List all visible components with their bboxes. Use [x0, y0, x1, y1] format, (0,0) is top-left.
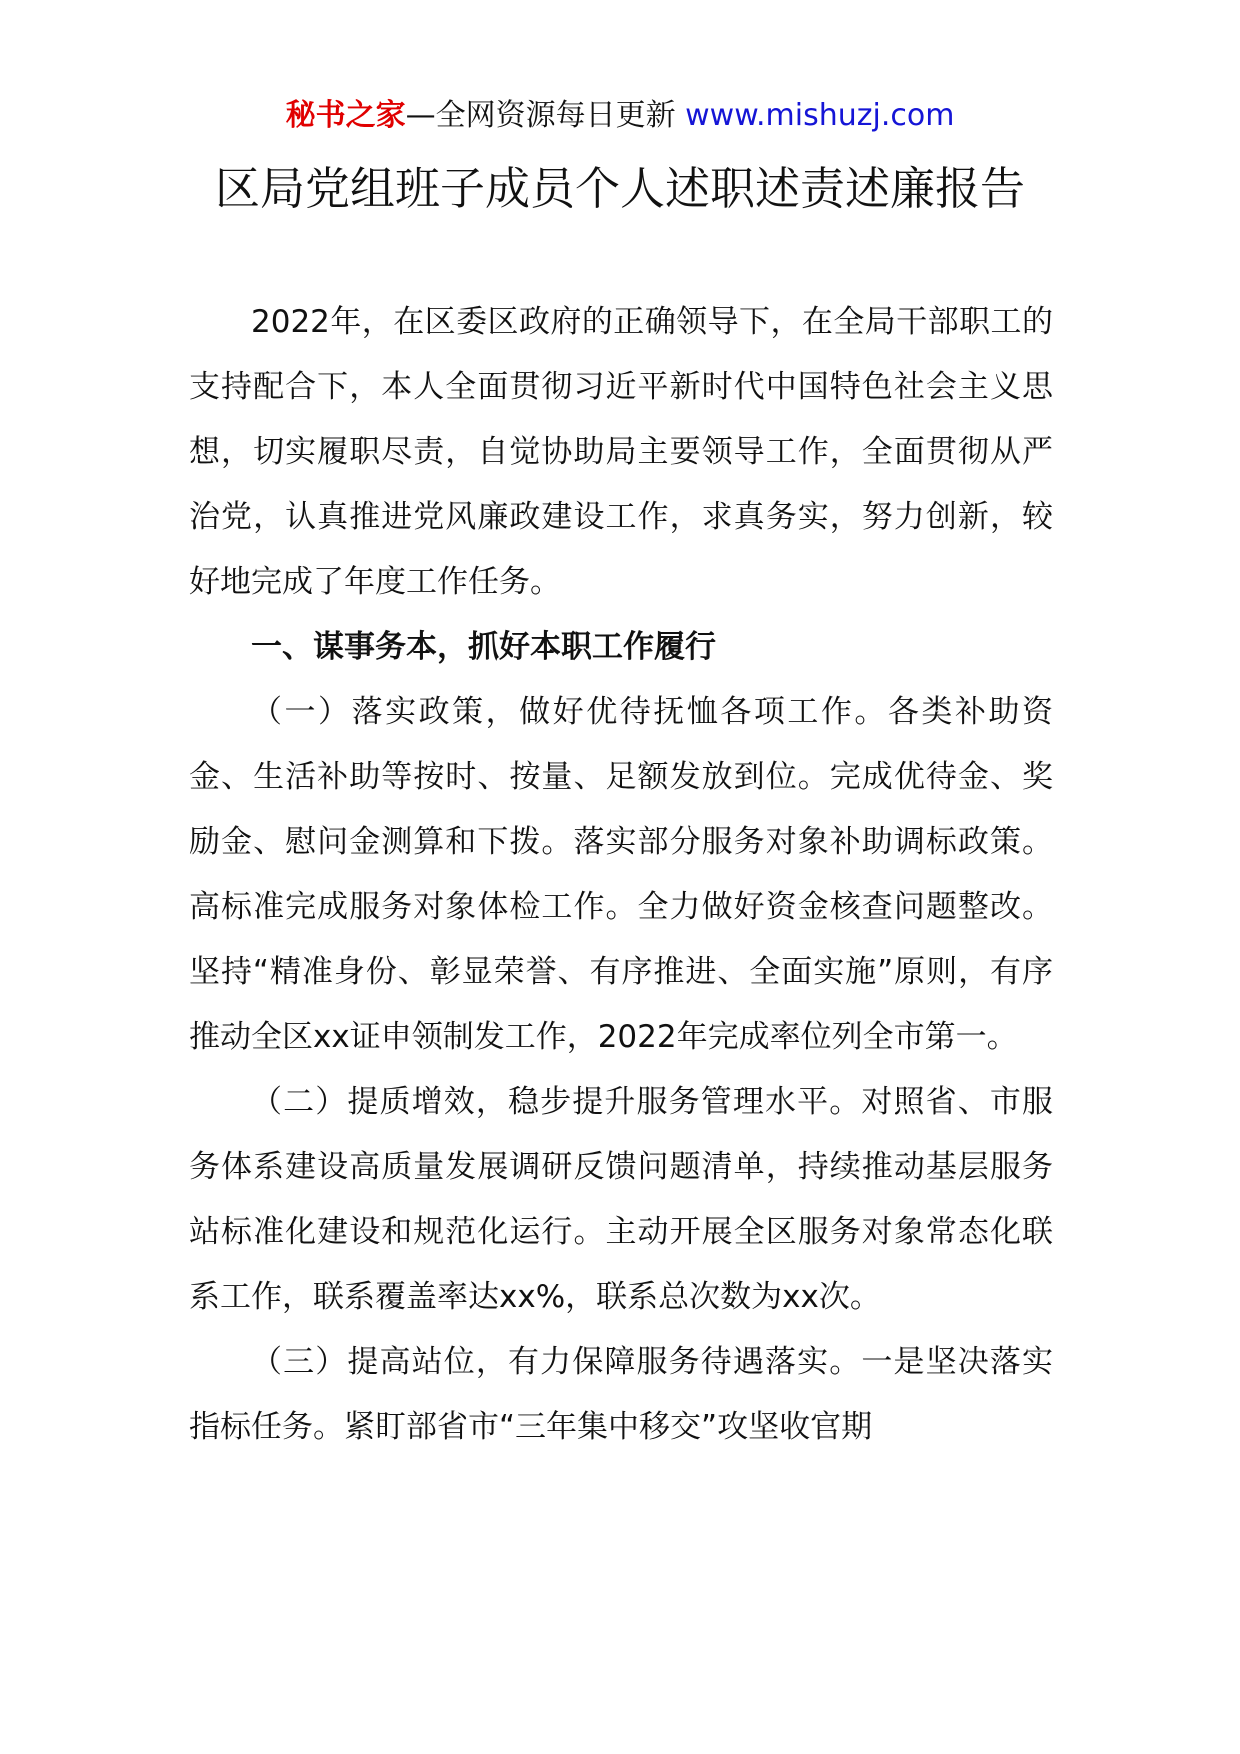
subsection-paragraph-1: （一）落实政策，做好优待抚恤各项工作。各类补助资金、生活补助等按时、按量、足额发放到位。完成优待金、奖励金、慰问金测算和下拨。落实部分服务对象补助调标政策。高标准完成服务对象体检工作。全力做好资金核查问题整改。坚持“精准身份、彰显荣誉、有序推进、全面实施”原则，有序推动全区xx证申领制发工作，2022年完成率位列全市第一。 — [189, 694, 1053, 1055]
site-url-link[interactable]: www.mishuzj.com — [685, 98, 955, 133]
subsection-paragraph-2: （二）提质增效，稳步提升服务管理水平。对照省、市服务体系建设高质量发展调研反馈问题清单，持续推动基层服务站标准化建设和规范化运行。主动开展全区服务对象常态化联系工作，联系覆盖率达xx%，联系总次数为xx次。 — [189, 1084, 1053, 1315]
document-title: 区局党组班子成员个人述职述责述廉报告 — [214, 162, 1025, 215]
banner-tagline: —全网资源每日更新 — [405, 98, 686, 133]
intro-paragraph: 2022年，在区委区政府的正确领导下，在全局干部职工的支持配合下，本人全面贯彻习近平新时代中国特色社会主义思想，切实履职尽责，自觉协助局主要领导工作，全面贯彻从严治党，认真推进党风廉政建设工作，求真务实，努力创新，较好地完成了年度工作任务。 — [189, 304, 1053, 600]
subsection-paragraph-3: （三）提高站位，有力保障服务待遇落实。一是坚决落实指标任务。紧盯部省市“三年集中移交”攻坚收官期 — [189, 1344, 1053, 1445]
site-banner — [0, 96, 1240, 136]
brand-name: 秘书之家 — [285, 98, 406, 133]
document-body — [189, 290, 1053, 1460]
section-heading-1: 一、谋事务本，抓好本职工作履行 — [251, 629, 716, 665]
